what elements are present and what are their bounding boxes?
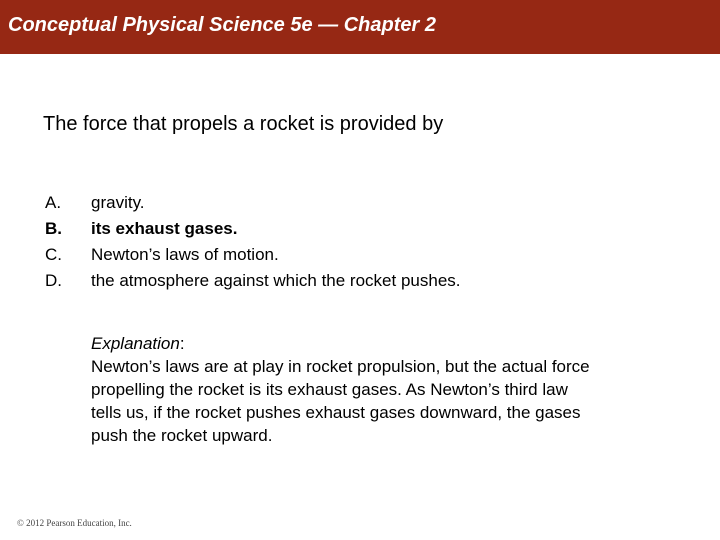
choice-letter: D.: [45, 271, 62, 290]
choice-letter: B.: [45, 219, 62, 238]
choice-a: [45, 191, 645, 217]
choice-letter: C.: [45, 245, 62, 264]
choice-letter: A.: [45, 193, 62, 212]
header-bar: [0, 0, 720, 54]
choice-d: [45, 269, 645, 295]
choice-text: its exhaust gases.: [91, 219, 238, 238]
answer-choices: [45, 191, 645, 295]
explanation-label: Explanation: [91, 334, 180, 353]
explanation-line: Newton’s laws are at play in rocket propulsion, but the actual force: [91, 357, 590, 376]
choice-text: Newton’s laws of motion.: [91, 245, 279, 264]
explanation-heading: [91, 332, 691, 355]
explanation-line: tells us, if the rocket pushes exhaust gases downward, the gases: [91, 403, 581, 422]
explanation-line: propelling the rocket is its exhaust gases. As Newton’s third law: [91, 380, 568, 399]
slide-title: Conceptual Physical Science 5e — Chapter 2: [8, 14, 436, 36]
explanation-line: push the rocket upward.: [91, 426, 273, 445]
choice-text: gravity.: [91, 193, 145, 212]
choice-c: [45, 243, 645, 269]
question-text: The force that propels a rocket is provided by: [43, 113, 444, 135]
explanation-block: [91, 332, 691, 447]
choice-text: the atmosphere against which the rocket pushes.: [91, 271, 461, 290]
copyright-notice: © 2012 Pearson Education, Inc.: [17, 518, 132, 528]
choice-b-correct: [45, 217, 645, 243]
explanation-colon: :: [179, 334, 185, 353]
